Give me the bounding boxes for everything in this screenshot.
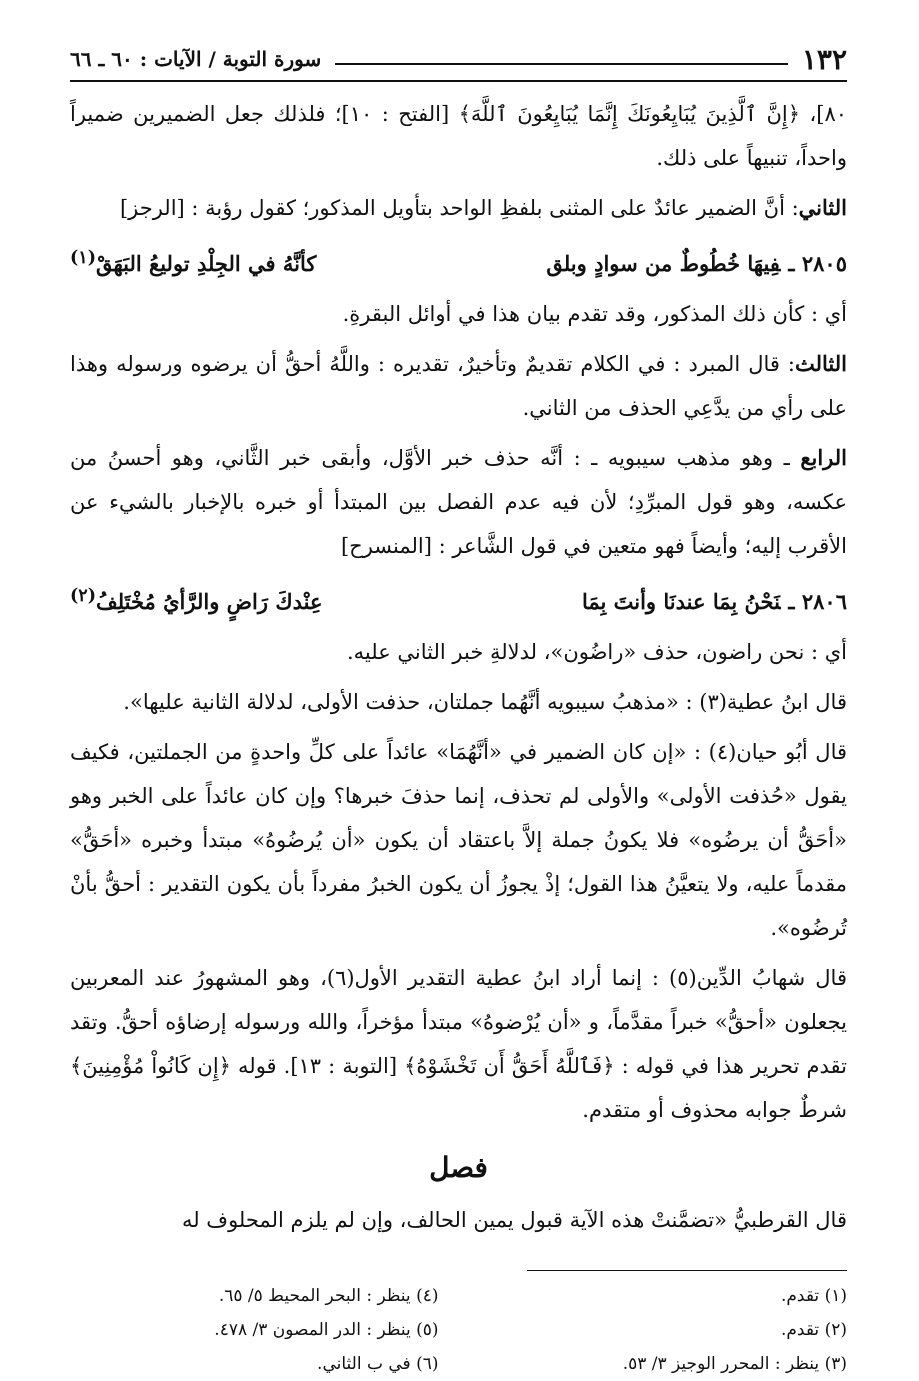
verse-second-half-text: عِنْدكَ رَاضٍ والرَّأيُ مُخْتَلِفُ [95,589,323,614]
header-rule [335,63,788,65]
footnote: (٣) ينظر : المحرر الوجيز ٣/ ٥٣. [622,1354,847,1374]
verse-second-half-text: كأنَّهُ في الجِلْدِ توليعُ البَهَقْ [95,251,317,276]
poetry-verse [70,574,847,624]
verse-second-half [70,236,316,286]
paragraph-text: : أنَّ الضمير عائدٌ على المثنى بلفظِ الواحد بتأويل المذكور؛ كقول رؤبة : [الرجز] [119,196,799,220]
paragraph-text: قال القرطبيُّ «تضمَّنتْ هذه الآية قبول يمين الحالف، وإن لم يلزم المحلوف له [181,1208,847,1232]
paragraph [70,730,847,950]
running-title: سورة التوبة / الآيات : ٦٠ ـ ٦٦ [70,47,322,71]
page-header [70,38,847,82]
paragraph-lead: الثالث [795,351,847,376]
paragraph-text: ـ وهو مذهب سيبويه ـ : أنَّه حذف خبر الأوَّل، وأبقى خبر الثَّاني، وهو أحسنُ من عكسه، وهو قول المبرِّدِ؛ لأن فيه عدم الفصل بين المبتدأ أو خبره بالإخبار بالشيء عن الأقرب إليه؛ وأيضاً فهو متعين في قول الشَّاعر : [المنسرح] [70,446,847,558]
footnote-marker: (٢) [70,586,96,606]
verse-number: ٢٨٠٥ ـ [788,251,847,276]
verse-first-half-text: نَحْنُ بِمَا عندنَا وأنتَ بِمَا [581,589,781,614]
footnote: (٢) تقدم. [780,1320,847,1340]
footnote-marker: (١) [70,248,96,268]
paragraph [70,1198,847,1242]
paragraph [70,342,847,430]
footnote: (٦) في ب الثاني. [317,1354,439,1374]
paragraph [70,292,847,336]
verse-first-half [582,580,847,624]
paragraph-text: أي : نحن راضون، حذف «راضُون»، لدلالةِ خبر الثاني عليه. [346,640,847,664]
footnote-divider [527,1270,847,1271]
paragraph [70,956,847,1132]
section-heading: فصل [429,1151,488,1184]
paragraph-lead: الثاني [798,195,847,220]
verse-first-half [546,242,847,286]
paragraph-text: قال شهابُ الدِّين(٥) : إنما أراد ابنُ عطية التقدير الأول(٦)، وهو المشهورُ عند المعربين يجعلون «أحقُّ» خبراً مقدَّماً، و «أن يُرْضوهُ» مبتدأ مؤخراً، والله ورسوله إرضاؤه أحقُّ. وتقد تقدم تحرير هذا في قوله : ﴿فَٱللَّهُ أَحَقُّ أَن تَخْشَوْهُ﴾ [التوبة : ١٣]. قوله ﴿إِن كَانُواْ مُؤْمِنِينَ﴾ شرطٌ جوابه محذوف أو متقدم. [70,966,847,1122]
paragraph-text: قال ابنُ عطية(٣) : «مذهبُ سيبويه أنَّهُما جملتان، حذفت الأولى، لدلالة الثانية عليها». [123,690,847,714]
paragraph-text: قال أبُو حيان(٤) : «إن كان الضمير في «أنَّهُمَا» عائداً على كلِّ واحدةٍ من الجملتين، فكيف يقول «حُذفت الأولى» والأولى لم تحذف، إنما حذفَ خبرها؟ وإن كان عائداً على الخبر وهو «أحَقُّ أن يرضُوه» فلا يكونُ جملة إلاَّ باعتقاد أن يكون «أن يُرضُوهُ» مبتدأ وخبره «أحَقُّ» مقدماً عليه، ولا يتعيَّنُ هذا القول؛ إذْ يجوزُ أن يكون الخبرُ مفرداً بأن يكون التقدير : أحقُّ بأنْ تُرضُوه». [70,740,847,940]
poetry-verse [70,236,847,286]
paragraph [70,680,847,724]
paragraph [70,92,847,180]
main-text [70,92,847,1242]
paragraph [70,630,847,674]
verse-number: ٢٨٠٦ ـ [788,589,847,614]
paragraph [70,436,847,568]
verse-first-half-text: فِيهَا خُطُوطٌ من سوادٍ وبلق [546,251,781,276]
paragraph [70,186,847,230]
footnote: (١) تقدم. [780,1286,847,1306]
paragraph-text: ٨٠]، ﴿إِنَّ ٱلَّذِينَ يُبَايِعُونَكَ إِنَّمَا يُبَايِعُونَ ٱللَّهَ﴾ [الفتح : ١٠]؛ فلذلك جعل الضميرين ضميراً واحداً، تنبيهاً على ذلك. [70,102,848,170]
footnote: (٥) ينظر : الدر المصون ٣/ ٤٧٨. [214,1320,439,1340]
page-number: ١٣٢ [801,42,847,76]
verse-second-half [70,574,323,624]
paragraph-text: أي : كأن ذلك المذكور، وقد تقدم بيان هذا في أوائل البقرةِ. [342,302,847,326]
footnote: (٤) ينظر : البحر المحيط ٥/ ٦٥. [218,1286,439,1306]
paragraph-lead: الرابع [800,445,847,470]
paragraph-text: : قال المبرد : في الكلام تقديمٌ وتأخيرٌ، تقديره : واللَّهُ أحقُّ أن يرضوه ورسوله وهذا على رأي من يدَّعِي الحذف من الثاني. [70,352,847,420]
